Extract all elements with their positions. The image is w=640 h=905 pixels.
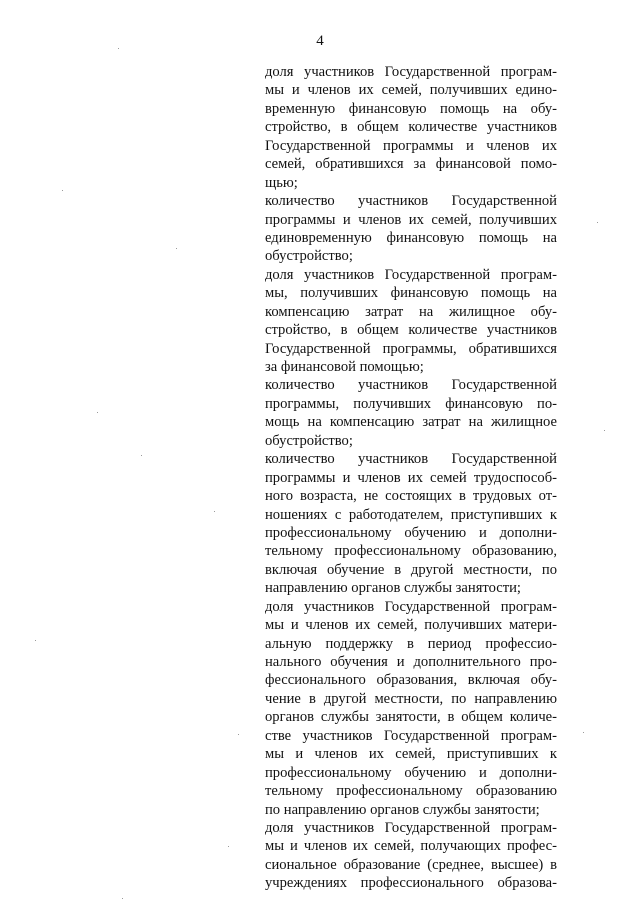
scan-speck: [118, 48, 119, 49]
text-line: альную поддержку в период профессио-: [265, 635, 557, 652]
text-line: профессиональному обучению и дополни-: [265, 524, 557, 541]
text-line: доля участников Государственной програм-: [265, 819, 557, 836]
text-line: тельному профессиональному образованию,: [265, 543, 557, 560]
text-line: стве участников Государственной програм-: [265, 727, 557, 744]
text-line: мы, получивших финансовую помощь на: [265, 285, 557, 302]
text-line: сиональное образование (среднее, высшее) в: [265, 856, 557, 873]
scan-speck: [597, 222, 598, 223]
scan-speck: [35, 640, 36, 641]
text-line: обустройство;: [265, 432, 353, 449]
scan-speck: [141, 455, 142, 456]
text-line: мы и членов их семей, приступивших к: [265, 746, 557, 763]
text-line: ношениях с работодателем, приступивших к: [265, 506, 557, 523]
text-line: количество участников Государственной: [265, 377, 557, 394]
text-line: доля участников Государственной програм-: [265, 266, 557, 283]
body-text: [265, 63, 557, 893]
text-line: стройство, в общем количестве участников: [265, 119, 557, 136]
text-line: программы и членов их семей, получивших: [265, 211, 557, 228]
scan-speck: [604, 430, 605, 431]
text-line: компенсацию затрат на жилищное обу-: [265, 303, 557, 320]
text-line: направлению органов службы занятости;: [265, 580, 521, 597]
text-line: обустройство;: [265, 248, 353, 265]
scan-speck: [122, 898, 123, 899]
text-line: Государственной программы, обратившихся: [265, 340, 557, 357]
text-line: за финансовой помощью;: [265, 359, 424, 375]
scan-speck: [583, 732, 584, 733]
text-line: программы и членов их семей трудоспособ-: [265, 469, 557, 486]
text-line: Государственной программы и членов их: [265, 137, 557, 154]
text-line: мы и членов их семей, получивших матери-: [265, 617, 557, 634]
text-line: количество участников Государственной: [265, 451, 557, 468]
text-line: мощь на компенсацию затрат на жилищное: [265, 414, 557, 431]
scan-speck: [214, 511, 215, 512]
text-line: доля участников Государственной програм-: [265, 598, 557, 615]
text-line: количество участников Государственной: [265, 193, 557, 210]
page-number: 4: [316, 33, 324, 49]
scan-speck: [97, 412, 98, 413]
text-line: чение в другой местности, по направлению: [265, 690, 557, 707]
text-line: по направлению органов службы занятости;: [265, 801, 540, 818]
text-line: доля участников Государственной програм-: [265, 64, 557, 80]
text-line: тельному профессиональному образованию: [265, 783, 557, 800]
text-line: программы, получивших финансовую по-: [265, 395, 557, 412]
text-line: включая обучение в другой местности, по: [265, 561, 557, 578]
text-line: ного возраста, не состоящих в трудовых от-: [265, 488, 557, 505]
text-line: щью;: [265, 174, 298, 191]
text-line: временную финансовую помощь на обу-: [265, 100, 557, 117]
scan-speck: [176, 248, 177, 249]
scan-speck: [238, 734, 239, 735]
text-line: фессионального образования, включая обу-: [265, 672, 557, 689]
text-line: единовременную финансовую помощь на: [265, 229, 557, 246]
text-line: учреждениях профессионального образова-: [265, 875, 557, 892]
text-line: стройство, в общем количестве участников: [265, 322, 557, 339]
text-line: семей, обратившихся за финансовой помо-: [265, 156, 557, 173]
text-line: профессиональному обучению и дополни-: [265, 764, 557, 781]
scan-speck: [62, 190, 63, 191]
text-line: органов службы занятости, в общем количе-: [265, 709, 557, 726]
text-line: мы и членов их семей, получивших едино-: [265, 82, 557, 99]
text-line: мы и членов их семей, получающих профес-: [265, 838, 557, 855]
text-line: нального обучения и дополнительного про-: [265, 654, 557, 670]
scan-speck: [228, 846, 229, 847]
